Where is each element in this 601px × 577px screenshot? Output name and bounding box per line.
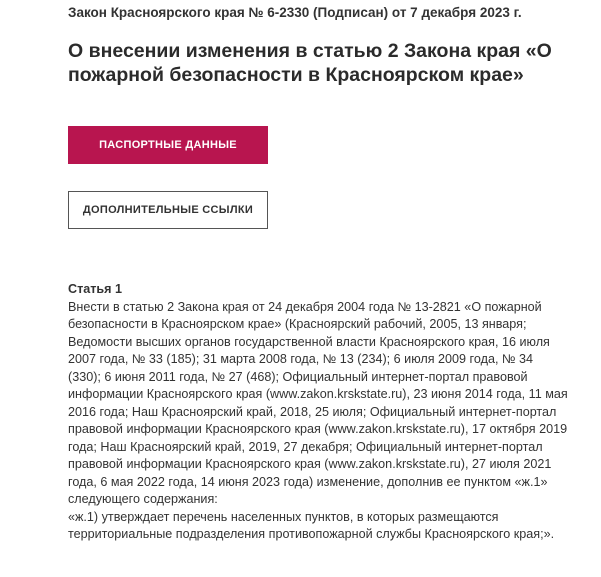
passport-data-button[interactable]: ПАСПОРТНЫЕ ДАННЫЕ bbox=[68, 126, 268, 164]
article-text: Внести в статью 2 Закона края от 24 декабря 2004 года № 13-2821 «О пожарной безопасности в Красноярском крае» (Красноярский рабочий, 2005, 13 января; Ведомости высших органов государственной власти Красноярского края, 16 июля 2007 года, № 33 (185); 31 марта 2008 года, № 13 (234); 6 июля 2009 года, № 34 (330); 6 июня 2011 года, № 27 (468); Официальный интернет-портал правовой информации Красноярского края (www.zakon.krskstate.ru), 23 июня 2014 года, 11 мая 2016 года; Наш Красноярский край, 2018, 25 июля; Официальный интернет-портал правовой информации Красноярского края (www.zakon.krskstate.ru), 17 октября 2019 года; Наш Красноярский край, 2019, 27 декабря; Официальный интернет-портал правовой информации Красноярского края (www.zakon.krskstate.ru), 27 июля 2021 года, 6 мая 2022 года, 14 июня 2023 года) изменение, дополнив ее пунктом «ж.1» следующего содержания: bbox=[68, 299, 568, 506]
additional-links-button[interactable]: ДОПОЛНИТЕЛЬНЫЕ ССЫЛКИ bbox=[68, 191, 268, 229]
article-quote: «ж.1) утверждает перечень населенных пунктов, в которых размещаются территориальные подразделения противопожарной службы Красноярского края;». bbox=[68, 509, 555, 541]
article-section bbox=[68, 281, 568, 544]
page-title: О внесении изменения в статью 2 Закона края «О пожарной безопасности в Красноярском крае» bbox=[68, 40, 552, 86]
document-subtitle: Закон Красноярского края № 6-2330 (Подписан) от 7 декабря 2023 г. bbox=[68, 5, 522, 20]
article-heading: Статья 1 bbox=[68, 282, 123, 296]
